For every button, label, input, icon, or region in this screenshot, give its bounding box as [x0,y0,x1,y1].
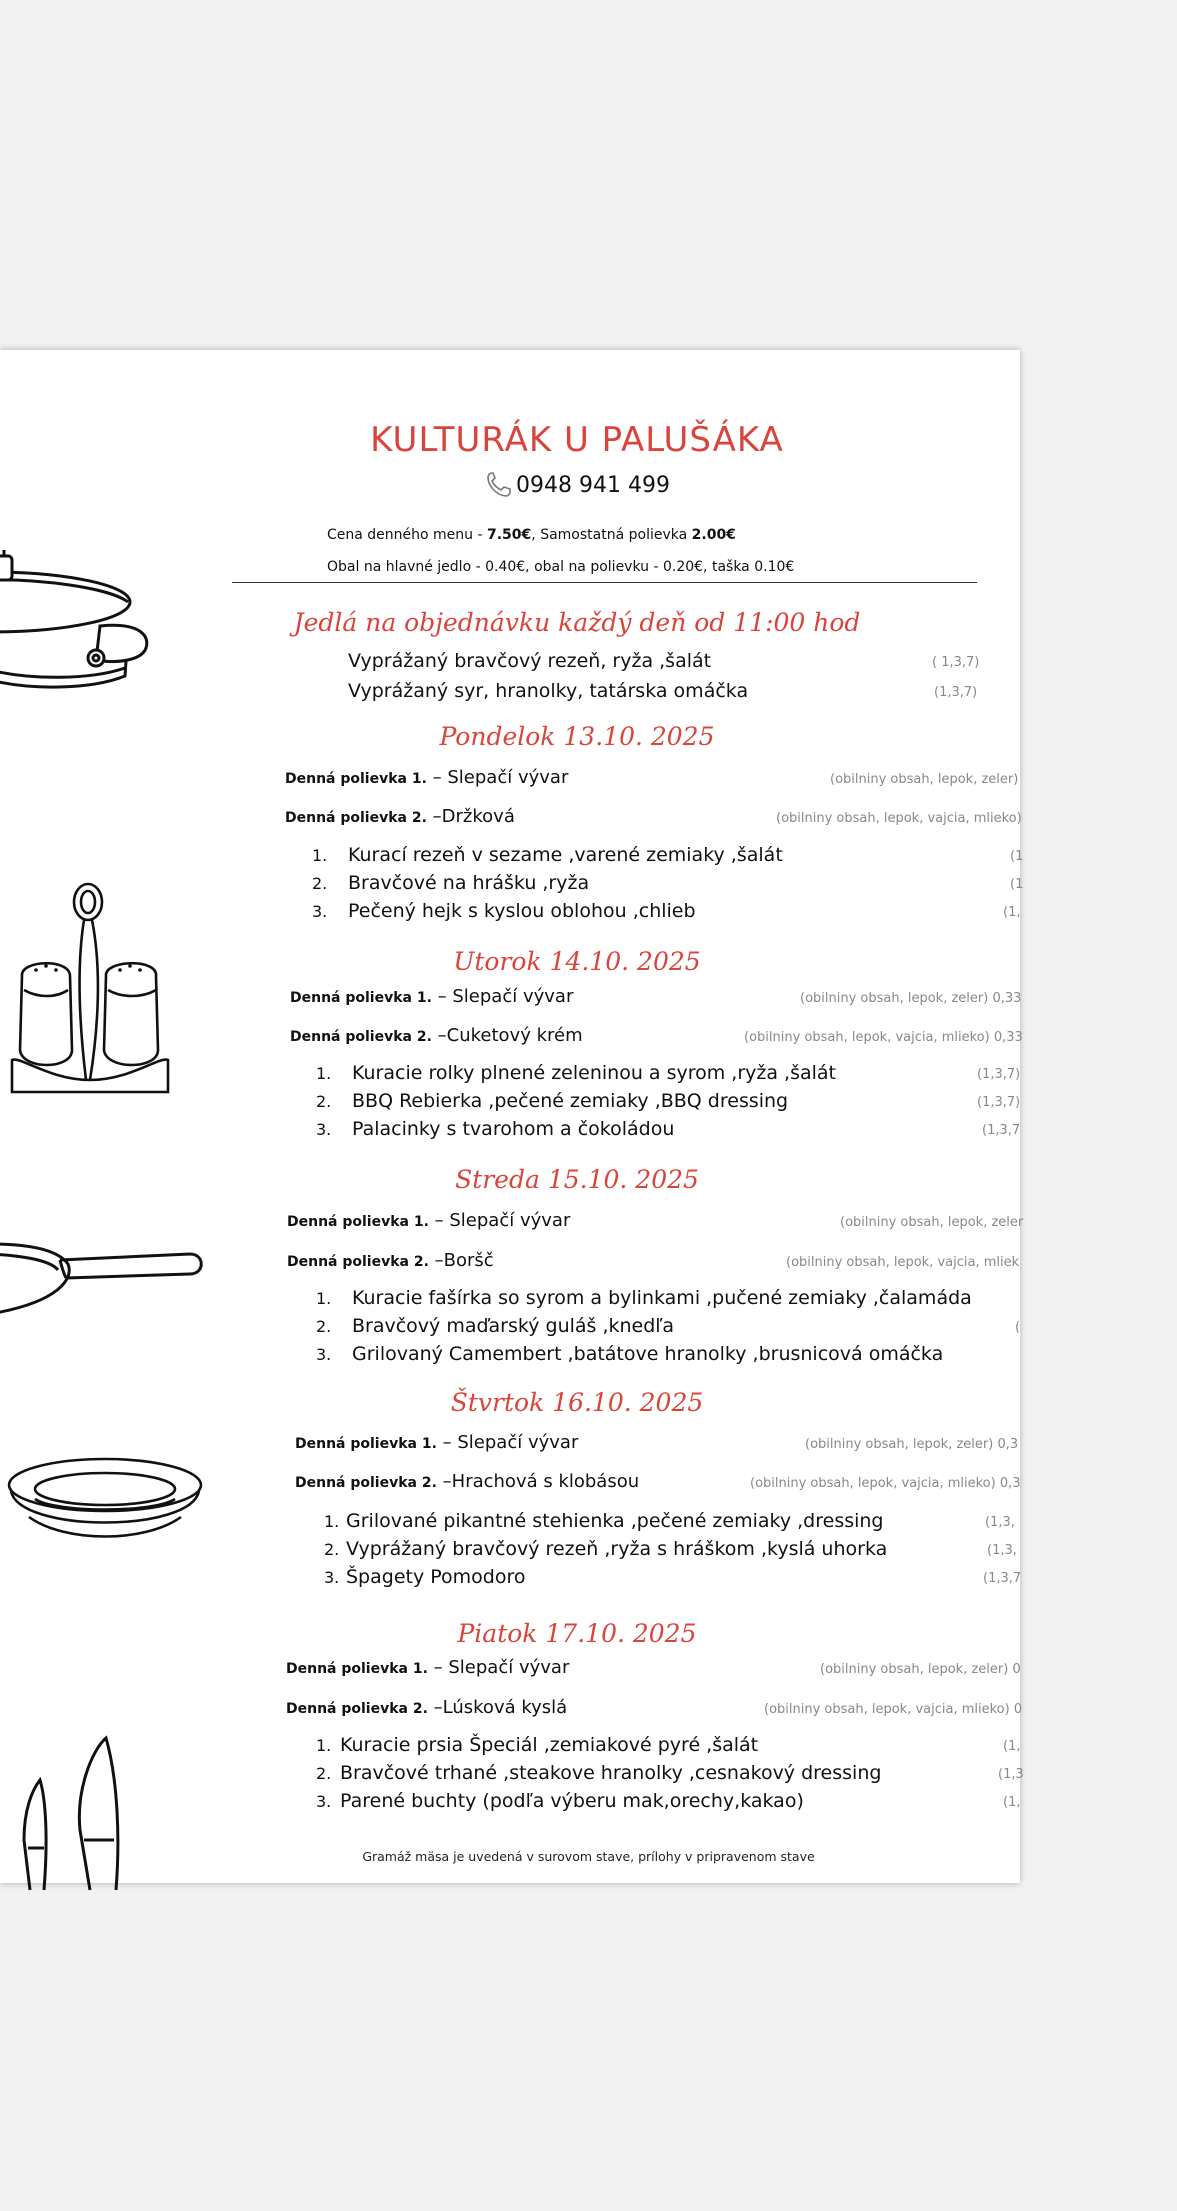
price-line-2: Obal na hlavné jedlo - 0.40€, obal na polievku - 0.20€, taška 0.10€ [327,559,795,575]
soup-2-allergens: (obilniny obsah, lepok, vajcia, mlieko) 0,3 [750,1476,1021,1491]
meal-item: 3. Palacinky s tvarohom a čokoládou [316,1118,675,1140]
footer-note: Gramáž mäsa je uvedená v surovom stave, prílohy v pripravenom stave [362,1849,815,1864]
meal-item: 1. Kuracie prsia Špeciál ,zemiakové pyré ,šalát [316,1734,759,1756]
day-title-wednesday: Streda 15.10. 2025 [455,1165,699,1194]
soup-2: Denná polievka 2. –Boršč [287,1250,494,1271]
day-title-monday: Pondelok 13.10. 2025 [439,722,715,751]
soup-1: Denná polievka 1. – Slepačí vývar [290,986,574,1007]
meal-item: 3. Parené buchty (podľa výberu mak,orechy,kakao) [316,1790,804,1812]
meal-allergens: (1, [1003,1795,1021,1810]
meal-item: 1. Kuracie fašírka so syrom a bylinkami ,pučené zemiaky ,čalamáda [316,1287,972,1309]
soup-1: Denná polievka 1. – Slepačí vývar [286,1657,570,1678]
meal-item: 2. Vyprážaný bravčový rezeň ,ryža s hráškom ,kyslá uhorka [324,1538,888,1560]
soup-2-allergens: (obilniny obsah, lepok, vajcia, mlieko) 0 [764,1702,1023,1717]
soup-1-allergens: (obilniny obsah, lepok, zeler [840,1215,1024,1230]
meal-item: 3. Špagety Pomodoro [324,1566,526,1588]
knives-icon [10,1730,140,1890]
meal-item: 2. Bravčové na hrášku ,ryža [312,872,590,894]
salt-pepper-icon [10,880,170,1110]
soup-2-allergens: (obilniny obsah, lepok, vajcia, mliek [786,1255,1020,1270]
meal-allergens: (1,3, [985,1515,1015,1530]
soup-1: Denná polievka 1. – Slepačí vývar [287,1210,571,1231]
header-divider [232,582,977,583]
meal-allergens: (1,3,7 [982,1123,1021,1138]
order-item: Vyprážaný syr, hranolky, tatárska omáčka [348,680,749,702]
meal-allergens: (1, [1003,1739,1021,1754]
day-title-friday: Piatok 17.10. 2025 [457,1619,697,1648]
phone-number: 0948 941 499 [516,473,670,498]
menu-sheet [0,350,1024,1883]
price-line-1: Cena denného menu - 7.50€, Samostatná polievka 2.00€ [327,527,736,543]
day-title-tuesday: Utorok 14.10. 2025 [453,947,701,976]
meal-allergens: (1,3, [987,1543,1017,1558]
pot-icon [0,540,160,715]
soup-2: Denná polievka 2. –Lúsková kyslá [286,1697,568,1718]
soup-1: Denná polievka 1. – Slepačí vývar [295,1432,579,1453]
order-item-allergens: ( 1,3,7) [932,655,980,670]
phone-line [486,470,670,498]
meal-item: 3. Grilovaný Camembert ,batátove hranolky ,brusnicová omáčka [316,1343,944,1365]
meal-item: 1. Grilované pikantné stehienka ,pečené zemiaky ,dressing [324,1510,884,1532]
order-section-title: Jedlá na objednávku každý deň od 11:00 hod [293,608,861,637]
meal-item: 2. Bravčové trhané ,steakove hranolky ,cesnakový dressing [316,1762,882,1784]
restaurant-title: KULTURÁK U PALUŠÁKA [370,420,784,460]
phone-icon [486,470,512,498]
soup-2-allergens: (obilniny obsah, lepok, vajcia, mlieko) 0,33 [744,1030,1023,1045]
soup-2-allergens: (obilniny obsah, lepok, vajcia, mlieko) [776,811,1022,826]
order-item: Vyprážaný bravčový rezeň, ryža ,šalát [348,650,712,672]
frying-pan-icon [0,1230,210,1340]
soup-2: Denná polievka 2. –Cuketový krém [290,1025,583,1046]
soup-1-allergens: (obilniny obsah, lepok, zeler) 0,33 [800,991,1022,1006]
meal-allergens: (1, [1003,905,1021,920]
order-item-allergens: (1,3,7) [934,685,978,700]
soup-1-allergens: (obilniny obsah, lepok, zeler) 0 [820,1662,1021,1677]
plate-icon [5,1455,205,1545]
soup-price: 2.00€ [691,527,736,543]
soup-1-allergens: (obilniny obsah, lepok, zeler) 0,3 [805,1437,1019,1452]
meal-allergens: (1,3 [998,1767,1024,1782]
soup-1: Denná polievka 1. – Slepačí vývar [285,767,569,788]
soup-2: Denná polievka 2. –Hrachová s klobásou [295,1471,640,1492]
soup-1-allergens: (obilniny obsah, lepok, zeler) [830,772,1019,787]
meal-item: 1. Kuracie rolky plnené zeleninou a syrom ,ryža ,šalát [316,1062,837,1084]
meal-allergens: (1 [1010,849,1024,864]
meal-allergens: (1 [1010,877,1024,892]
meal-item: 2. Bravčový maďarský guláš ,knedľa [316,1315,675,1337]
soup-2: Denná polievka 2. –Držková [285,806,515,827]
day-title-thursday: Štvrtok 16.10. 2025 [450,1388,704,1417]
meal-allergens: ( [1015,1320,1021,1335]
meal-allergens: (1,3,7) [977,1095,1021,1110]
meal-item: 1. Kurací rezeň v sezame ,varené zemiaky ,šalát [312,844,783,866]
meal-allergens: (1,3,7 [983,1571,1022,1586]
meal-allergens: (1,3,7) [977,1067,1021,1082]
meal-item: 3. Pečený hejk s kyslou oblohou ,chlieb [312,900,696,922]
meal-item: 2. BBQ Rebierka ,pečené zemiaky ,BBQ dressing [316,1090,789,1112]
menu-price: 7.50€ [487,527,532,543]
